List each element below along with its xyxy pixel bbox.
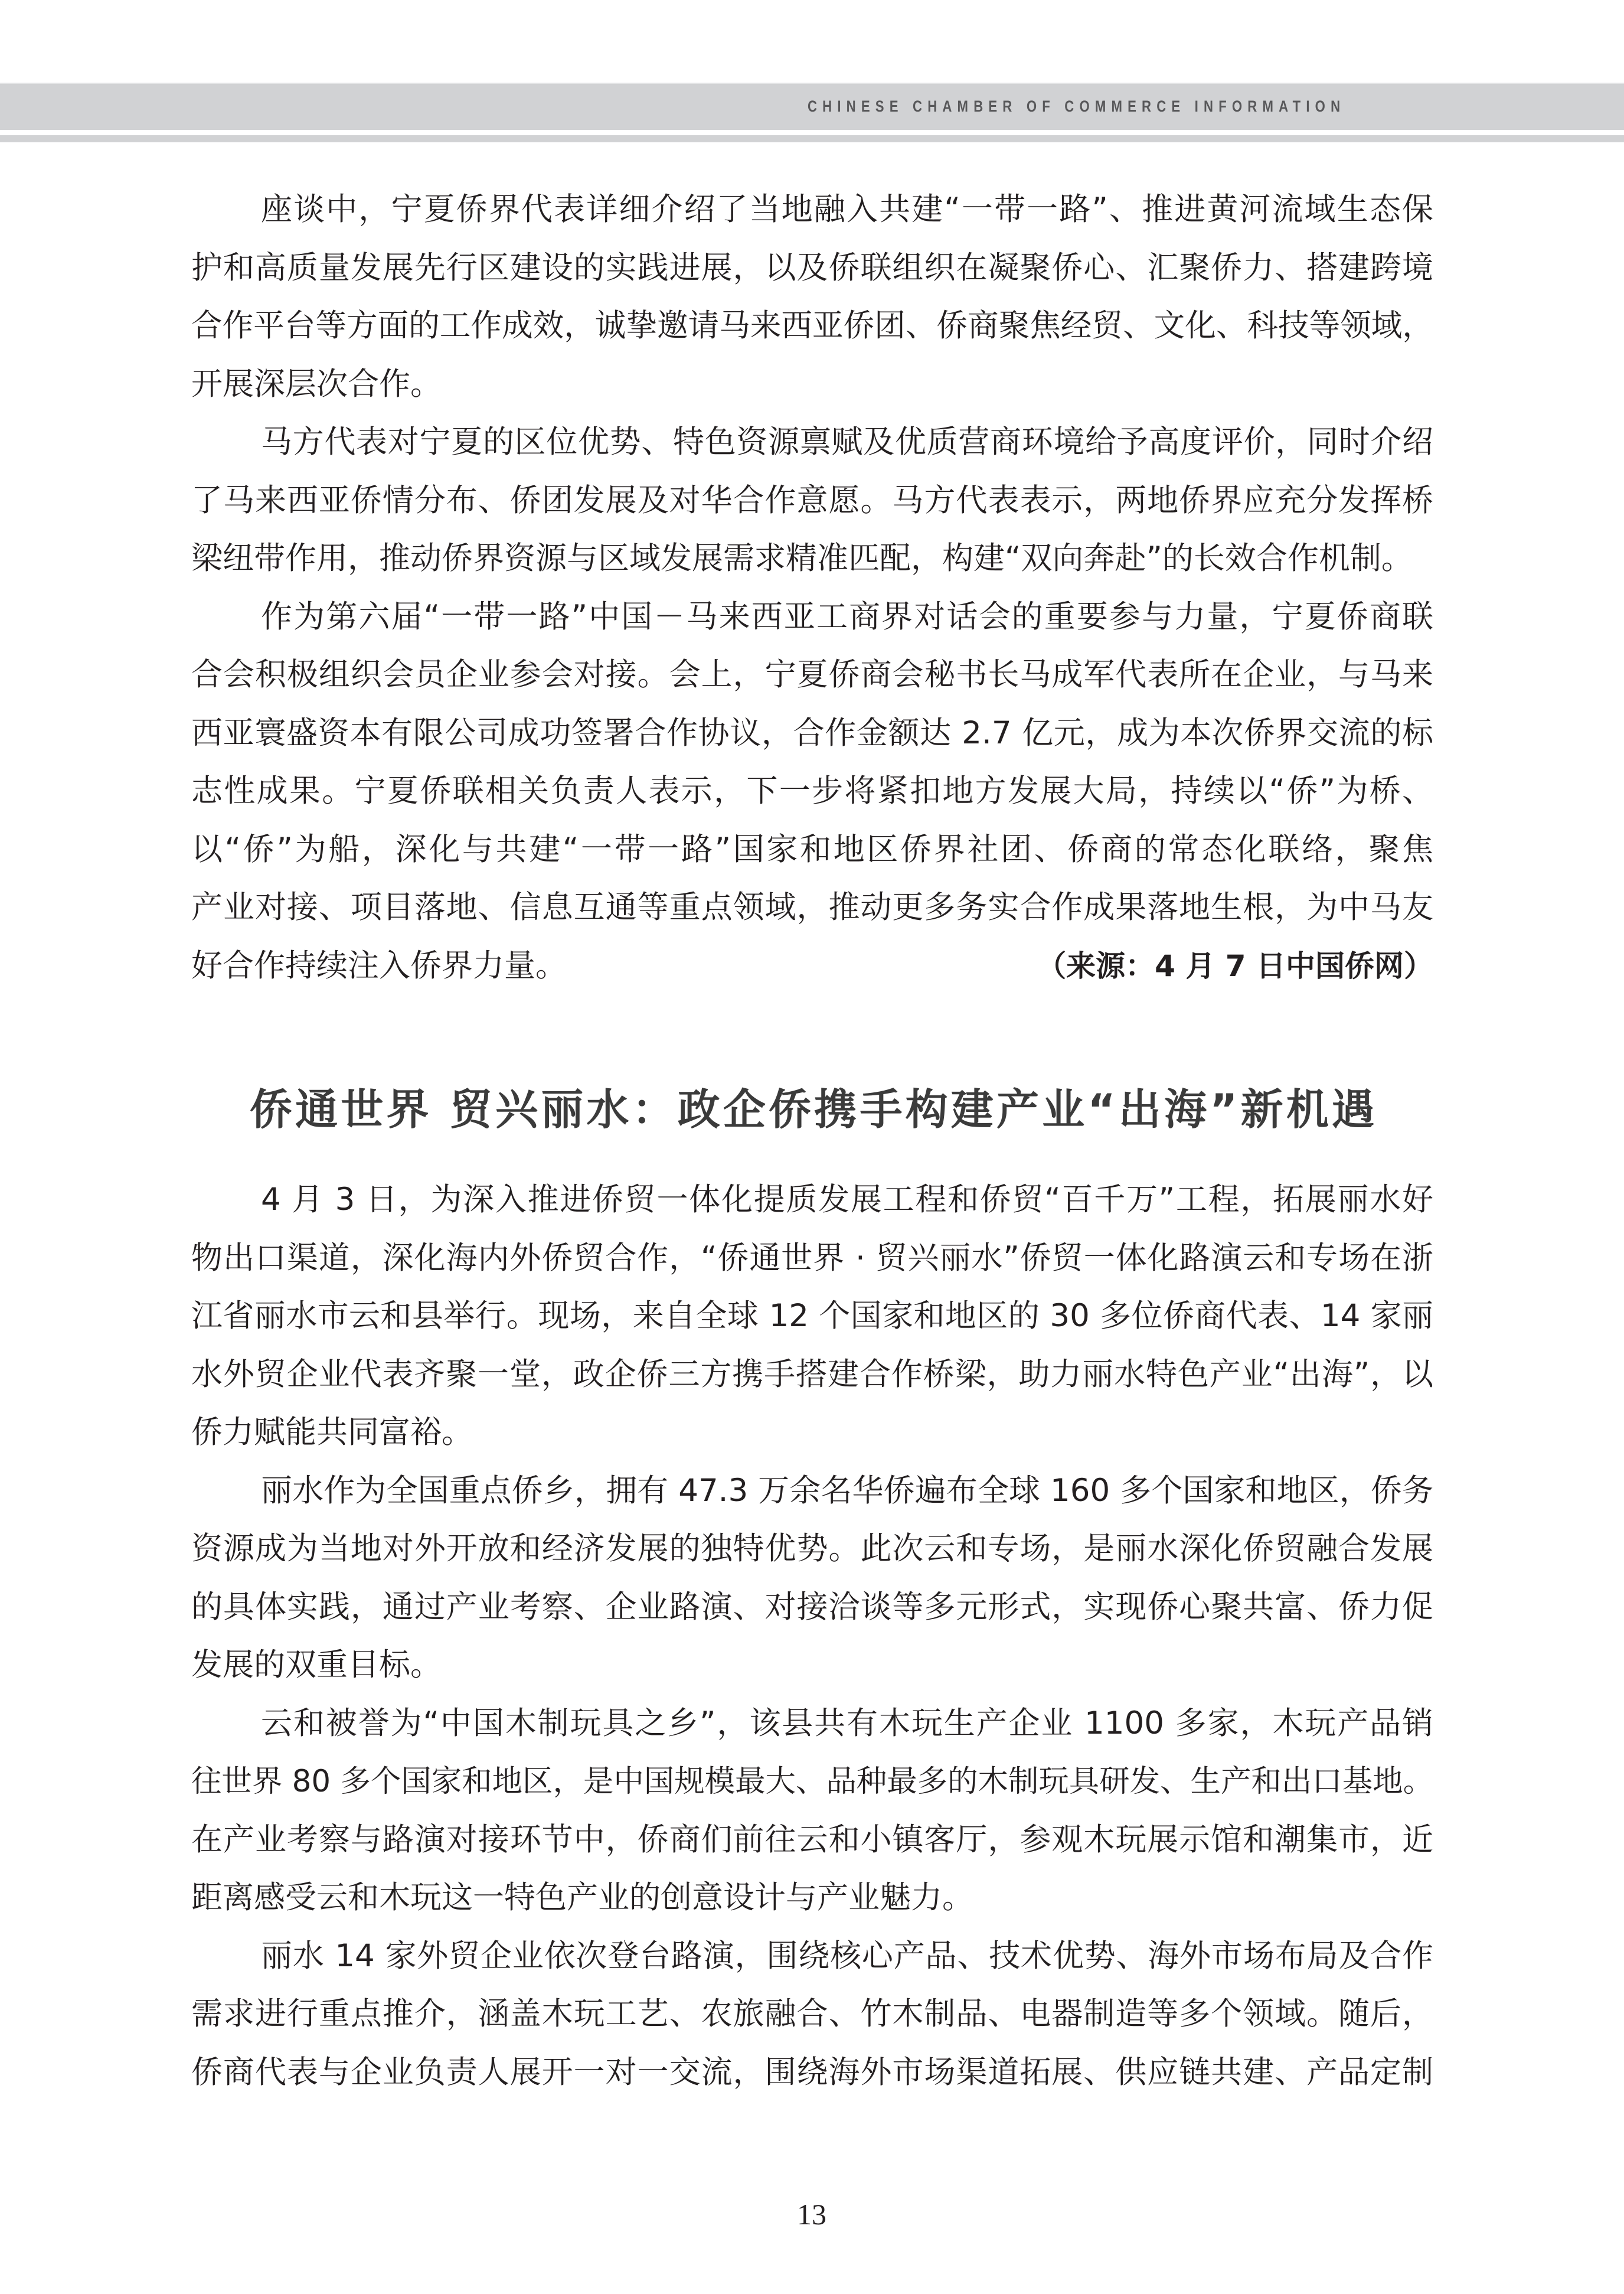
text-line: 以“侨”为船，深化与共建“一带一路”国家和地区侨界社团、侨商的常态化联络，聚焦 bbox=[191, 831, 1433, 867]
source-citation: （来源：4 月 7 日中国侨网） bbox=[1037, 948, 1433, 983]
paragraph bbox=[191, 1695, 1433, 1927]
text-line: 的具体实践，通过产业考察、企业路演、对接洽谈等多元形式，实现侨心聚共富、侨力促 bbox=[191, 1588, 1433, 1625]
text-line: 距离感受云和木玩这一特色产业的创意设计与产业魅力。 bbox=[191, 1879, 973, 1916]
text-line: 云和被誉为“中国木制玩具之乡”，该县共有木玩生产企业 1100 多家，木玩产品销 bbox=[261, 1705, 1433, 1741]
text-line: 梁纽带作用，推动侨界资源与区域发展需求精准匹配，构建“双向奔赴”的长效合作机制。 bbox=[191, 540, 1413, 576]
text-line: 侨商代表与企业负责人展开一对一交流，围绕海外市场渠道拓展、供应链共建、产品定制 bbox=[191, 2054, 1433, 2090]
paragraph bbox=[191, 588, 1433, 996]
article-1-body bbox=[191, 181, 1433, 995]
text-line: 西亚寰盛资本有限公司成功签署合作协议，合作金额达 2.7 亿元，成为本次侨界交流的标 bbox=[191, 714, 1433, 751]
text-line: 产业对接、项目落地、信息互通等重点领域，推动更多务实合作成果落地生根，为中马友 bbox=[191, 889, 1433, 925]
text-line: 合会积极组织会员企业参会对接。会上，宁夏侨商会秘书长马成军代表所在企业，与马来 bbox=[191, 657, 1433, 693]
text-line: 需求进行重点推介，涵盖木玩工艺、农旅融合、竹木制品、电器制造等多个领域。随后， bbox=[191, 1996, 1433, 2032]
paragraph bbox=[191, 413, 1433, 588]
text-line: 志性成果。宁夏侨联相关负责人表示，下一步将紧扣地方发展大局，持续以“侨”为桥、 bbox=[191, 773, 1433, 809]
text-line: 丽水 14 家外贸企业依次登台路演，围绕核心产品、技术优势、海外市场布局及合作 bbox=[261, 1937, 1433, 1974]
text-line: 护和高质量发展先行区建设的实践进展，以及侨联组织在凝聚侨心、汇聚侨力、搭建跨境 bbox=[191, 249, 1433, 286]
text-line: 作为第六届“一带一路”中国－马来西亚工商界对话会的重要参与力量，宁夏侨商联 bbox=[261, 598, 1433, 635]
text-line: 资源成为当地对外开放和经济发展的独特优势。此次云和专场，是丽水深化侨贸融合发展 bbox=[191, 1531, 1433, 1567]
article-2-body bbox=[191, 1171, 1433, 2102]
paragraph bbox=[191, 181, 1433, 413]
text-line: 4 月 3 日，为深入推进侨贸一体化提质发展工程和侨贸“百千万”工程，拓展丽水好 bbox=[261, 1182, 1433, 1218]
header-rule bbox=[0, 135, 1624, 142]
text-line: 发展的双重目标。 bbox=[191, 1647, 442, 1683]
text-line: 在产业考察与路演对接环节中，侨商们前往云和小镇客厅，参观木玩展示馆和潮集市，近 bbox=[191, 1821, 1433, 1858]
text-line: 物出口渠道，深化海内外侨贸合作，“侨通世界 · 贸兴丽水”侨贸一体化路演云和专场在浙 bbox=[191, 1239, 1433, 1276]
text-line: 往世界 80 多个国家和地区，是中国规模最大、品种最多的木制玩具研发、生产和出口基地。 bbox=[191, 1764, 1433, 1799]
page-number: 13 bbox=[797, 2198, 826, 2231]
article-2-title: 侨通世界 贸兴丽水：政企侨携手构建产业“出海”新机遇 bbox=[250, 1085, 1374, 1134]
paragraph bbox=[191, 1171, 1433, 1462]
text-line: 丽水作为全国重点侨乡，拥有 47.3 万余名华侨遍布全球 160 多个国家和地区，侨务 bbox=[261, 1472, 1433, 1509]
text-line: 侨力赋能共同富裕。 bbox=[191, 1414, 473, 1450]
text-line: 水外贸企业代表齐聚一堂，政企侨三方携手搭建合作桥梁，助力丽水特色产业“出海”，以 bbox=[191, 1356, 1433, 1392]
text-line: 江省丽水市云和县举行。现场，来自全球 12 个国家和地区的 30 多位侨商代表、14 家丽 bbox=[191, 1298, 1433, 1334]
text-line: 马方代表对宁夏的区位优势、特色资源禀赋及优质营商环境给予高度评价，同时介绍 bbox=[261, 424, 1433, 460]
paragraph bbox=[191, 1462, 1433, 1695]
text-line: 合作平台等方面的工作成效，诚挚邀请马来西亚侨团、侨商聚焦经贸、文化、科技等领域， bbox=[191, 308, 1433, 344]
text-line: 好合作持续注入侨界力量。 bbox=[191, 947, 567, 984]
text-line: 座谈中，宁夏侨界代表详细介绍了当地融入共建“一带一路”、推进黄河流域生态保 bbox=[261, 191, 1433, 227]
paragraph bbox=[191, 1927, 1433, 2102]
text-line: 开展深层次合作。 bbox=[191, 366, 442, 402]
text-line: 了马来西亚侨情分布、侨团发展及对华合作意愿。马方代表表示，两地侨界应充分发挥桥 bbox=[191, 482, 1433, 518]
publication-name: CHINESE CHAMBER OF COMMERCE INFORMATION bbox=[808, 97, 1346, 115]
